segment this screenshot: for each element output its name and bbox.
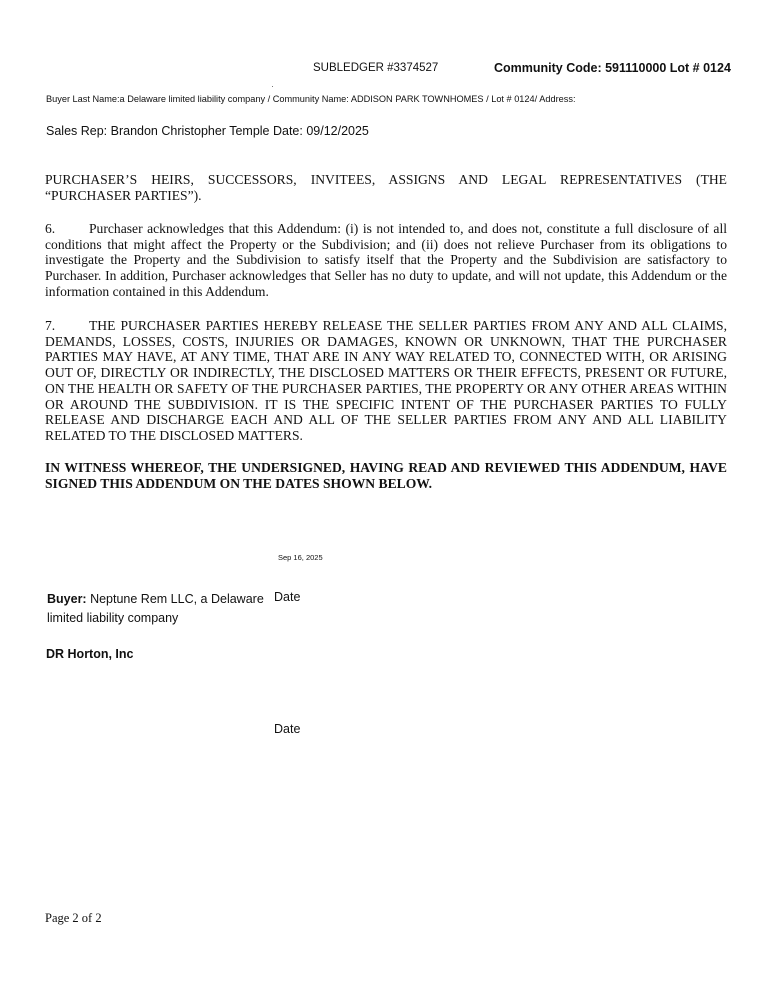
- page-number: Page 2 of 2: [45, 911, 102, 925]
- paragraph-intro: PURCHASER’S HEIRS, SUCCESSORS, INVITEES, ASSIGNS AND LEGAL REPRESENTATIVES (THE “PURCHASER PARTIES”).: [45, 172, 727, 203]
- paragraph-7: [45, 318, 727, 444]
- paragraph-6: [45, 221, 727, 300]
- buyer-date-label: Date: [274, 590, 301, 604]
- seller-date-label: Date: [274, 722, 301, 736]
- seller-name: DR Horton, Inc: [46, 647, 134, 661]
- scan-speck: [272, 86, 273, 87]
- buyer-label: Buyer:: [47, 592, 87, 606]
- buyer-signature-block: [47, 590, 267, 628]
- witness-clause: IN WITNESS WHEREOF, THE UNDERSIGNED, HAVING READ AND REVIEWED THIS ADDENDUM, HAVE SIGNED THIS ADDENDUM ON THE DATES SHOWN BELOW.: [45, 460, 727, 491]
- paragraph-7-number: 7.: [45, 318, 56, 333]
- buyer-signed-date: Sep 16, 2025: [278, 553, 323, 562]
- subledger-number: SUBLEDGER #3374527: [313, 62, 439, 74]
- paragraph-6-text: Purchaser acknowledges that this Addendum: (i) is not intended to, and does not, constitute a full disclosure of all conditions that might affect the Property or the Subdivision; and (ii) does not relieve Purchaser from its obligations to investigate the Property and the Subdivision to satisfy itself that the Property and the Subdivision are satisfactory to Purchaser. In addition, Purchaser acknowledges that Seller has no duty to update, and will not update, this Addendum or the information contained in this Addendum.: [45, 221, 727, 299]
- sales-rep-line: Sales Rep: Brandon Christopher Temple Date: 09/12/2025: [46, 124, 369, 138]
- community-code: Community Code: 591110000 Lot # 0124: [494, 61, 731, 75]
- buyer-info-line: Buyer Last Name:a Delaware limited liability company / Community Name: ADDISON PARK TOWNHOMES / Lot # 0124/ Address:: [46, 94, 576, 104]
- buyer-name: Neptune Rem LLC, a Delaware limited liability company: [47, 592, 264, 625]
- paragraph-7-text: THE PURCHASER PARTIES HEREBY RELEASE THE SELLER PARTIES FROM ANY AND ALL CLAIMS, DEMANDS, LOSSES, COSTS, INJURIES OR DAMAGES, KNOWN OR UNKNOWN, THAT THE PURCHASER PARTIES MAY HAVE, AT ANY TIME, THAT ARE IN ANY WAY RELATED TO, CONNECTED WITH, OR ARISING OUT OF, DIRECTLY OR INDIRECTLY, THE DISCLOSED MATTERS OR THEIR EFFECTS, PRESENT OR FUTURE, ON THE HEALTH OR SAFETY OF THE PURCHASER PARTIES, THE PROPERTY OR ANY OTHER AREAS WITHIN OR AROUND THE SUBDIVISION. IT IS THE SPECIFIC INTENT OF THE PURCHASER PARTIES TO FULLY RELEASE AND DISCHARGE EACH AND ALL OF THE SELLER PARTIES FROM ANY AND ALL LIABILITY RELATED TO THE DISCLOSED MATTERS.: [45, 318, 727, 443]
- paragraph-6-number: 6.: [45, 221, 56, 236]
